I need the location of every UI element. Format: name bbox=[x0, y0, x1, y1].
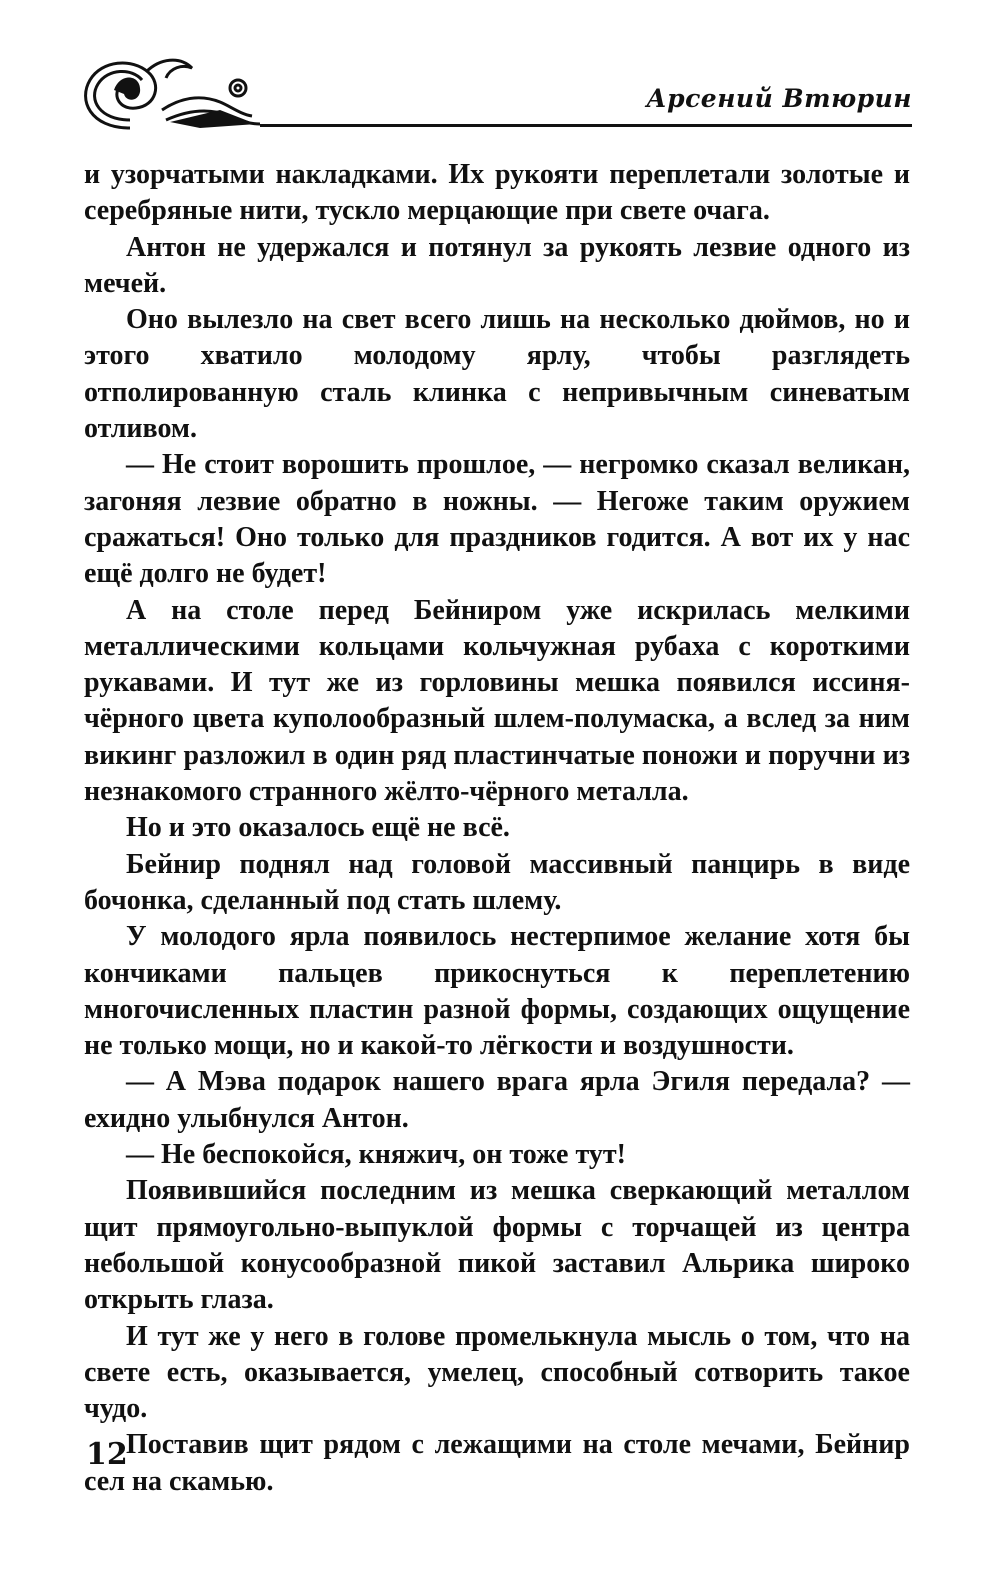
paragraph: Оно вылезло на свет всего лишь на несколько дюймов, но и этого хватило молодому ярлу, чтобы разглядеть отполированную сталь клинка с непривычным синеватым отливом. bbox=[84, 304, 910, 445]
header-rule bbox=[260, 124, 912, 127]
running-header bbox=[70, 50, 912, 135]
paragraph: А на столе перед Бейниром уже искрилась мелкими металлическими кольцами кольчужная рубаха с короткими рукавами. И тут же из горловины мешка появился иссиня-чёрного цвета куполообразный шлем-полумаска, а вслед за ним викинг разложил в один ряд пластинчатые поножи и поручни из незнакомого странного жёлто-чёрного металла. bbox=[84, 594, 910, 808]
page-number: 12 bbox=[86, 1437, 128, 1472]
scroll-ornament-icon bbox=[70, 50, 270, 135]
paragraph: — Не стоит ворошить прошлое, — негромко сказал великан, загоняя лезвие обратно в ножны. — Негоже таким оружием сражаться! Оно только для праздников годится. А вот их у нас ещё долго не будет! bbox=[84, 449, 910, 590]
paragraph: — Не беспокойся, княжич, он тоже тут! bbox=[126, 1139, 626, 1171]
paragraph: — А Мэва подарок нашего врага ярла Эгиля передала? — ехидно улыбнулся Антон. bbox=[84, 1066, 910, 1134]
paragraph: Антон не удержался и потянул за рукоять лезвие одного из мечей. bbox=[84, 231, 910, 299]
paragraph: Но и это оказалось ещё не всё. bbox=[126, 812, 510, 844]
paragraph: Появившийся последним из мешка сверкающий металлом щит прямоугольно-выпуклой формы с торчащей из центра небольшой конусообразной пикой заставил Альрика широко открыть глаза. bbox=[84, 1175, 910, 1316]
body-text bbox=[84, 157, 910, 1500]
paragraph: Поставив щит рядом с лежащими на столе мечами, Бейнир сел на скамью. bbox=[84, 1429, 910, 1497]
paragraph: Бейнир поднял над головой массивный панцирь в виде бочонка, сделанный под стать шлему. bbox=[84, 848, 910, 916]
paragraph: и узорчатыми накладками. Их рукояти переплетали золотые и серебряные нити, тускло мерцающие при свете очага. bbox=[84, 159, 910, 227]
running-head-author: Арсений Втюрин bbox=[646, 84, 912, 113]
paragraph: У молодого ярла появилось нестерпимое желание хотя бы кончиками пальцев прикоснуться к переплетению многочисленных пластин разной формы, создающих ощущение не только мощи, но и какой-то лёгкости и воздушности. bbox=[84, 921, 910, 1062]
paragraph: И тут же у него в голове промелькнула мысль о том, что на свете есть, оказывается, умелец, способный сотворить такое чудо. bbox=[84, 1320, 910, 1425]
